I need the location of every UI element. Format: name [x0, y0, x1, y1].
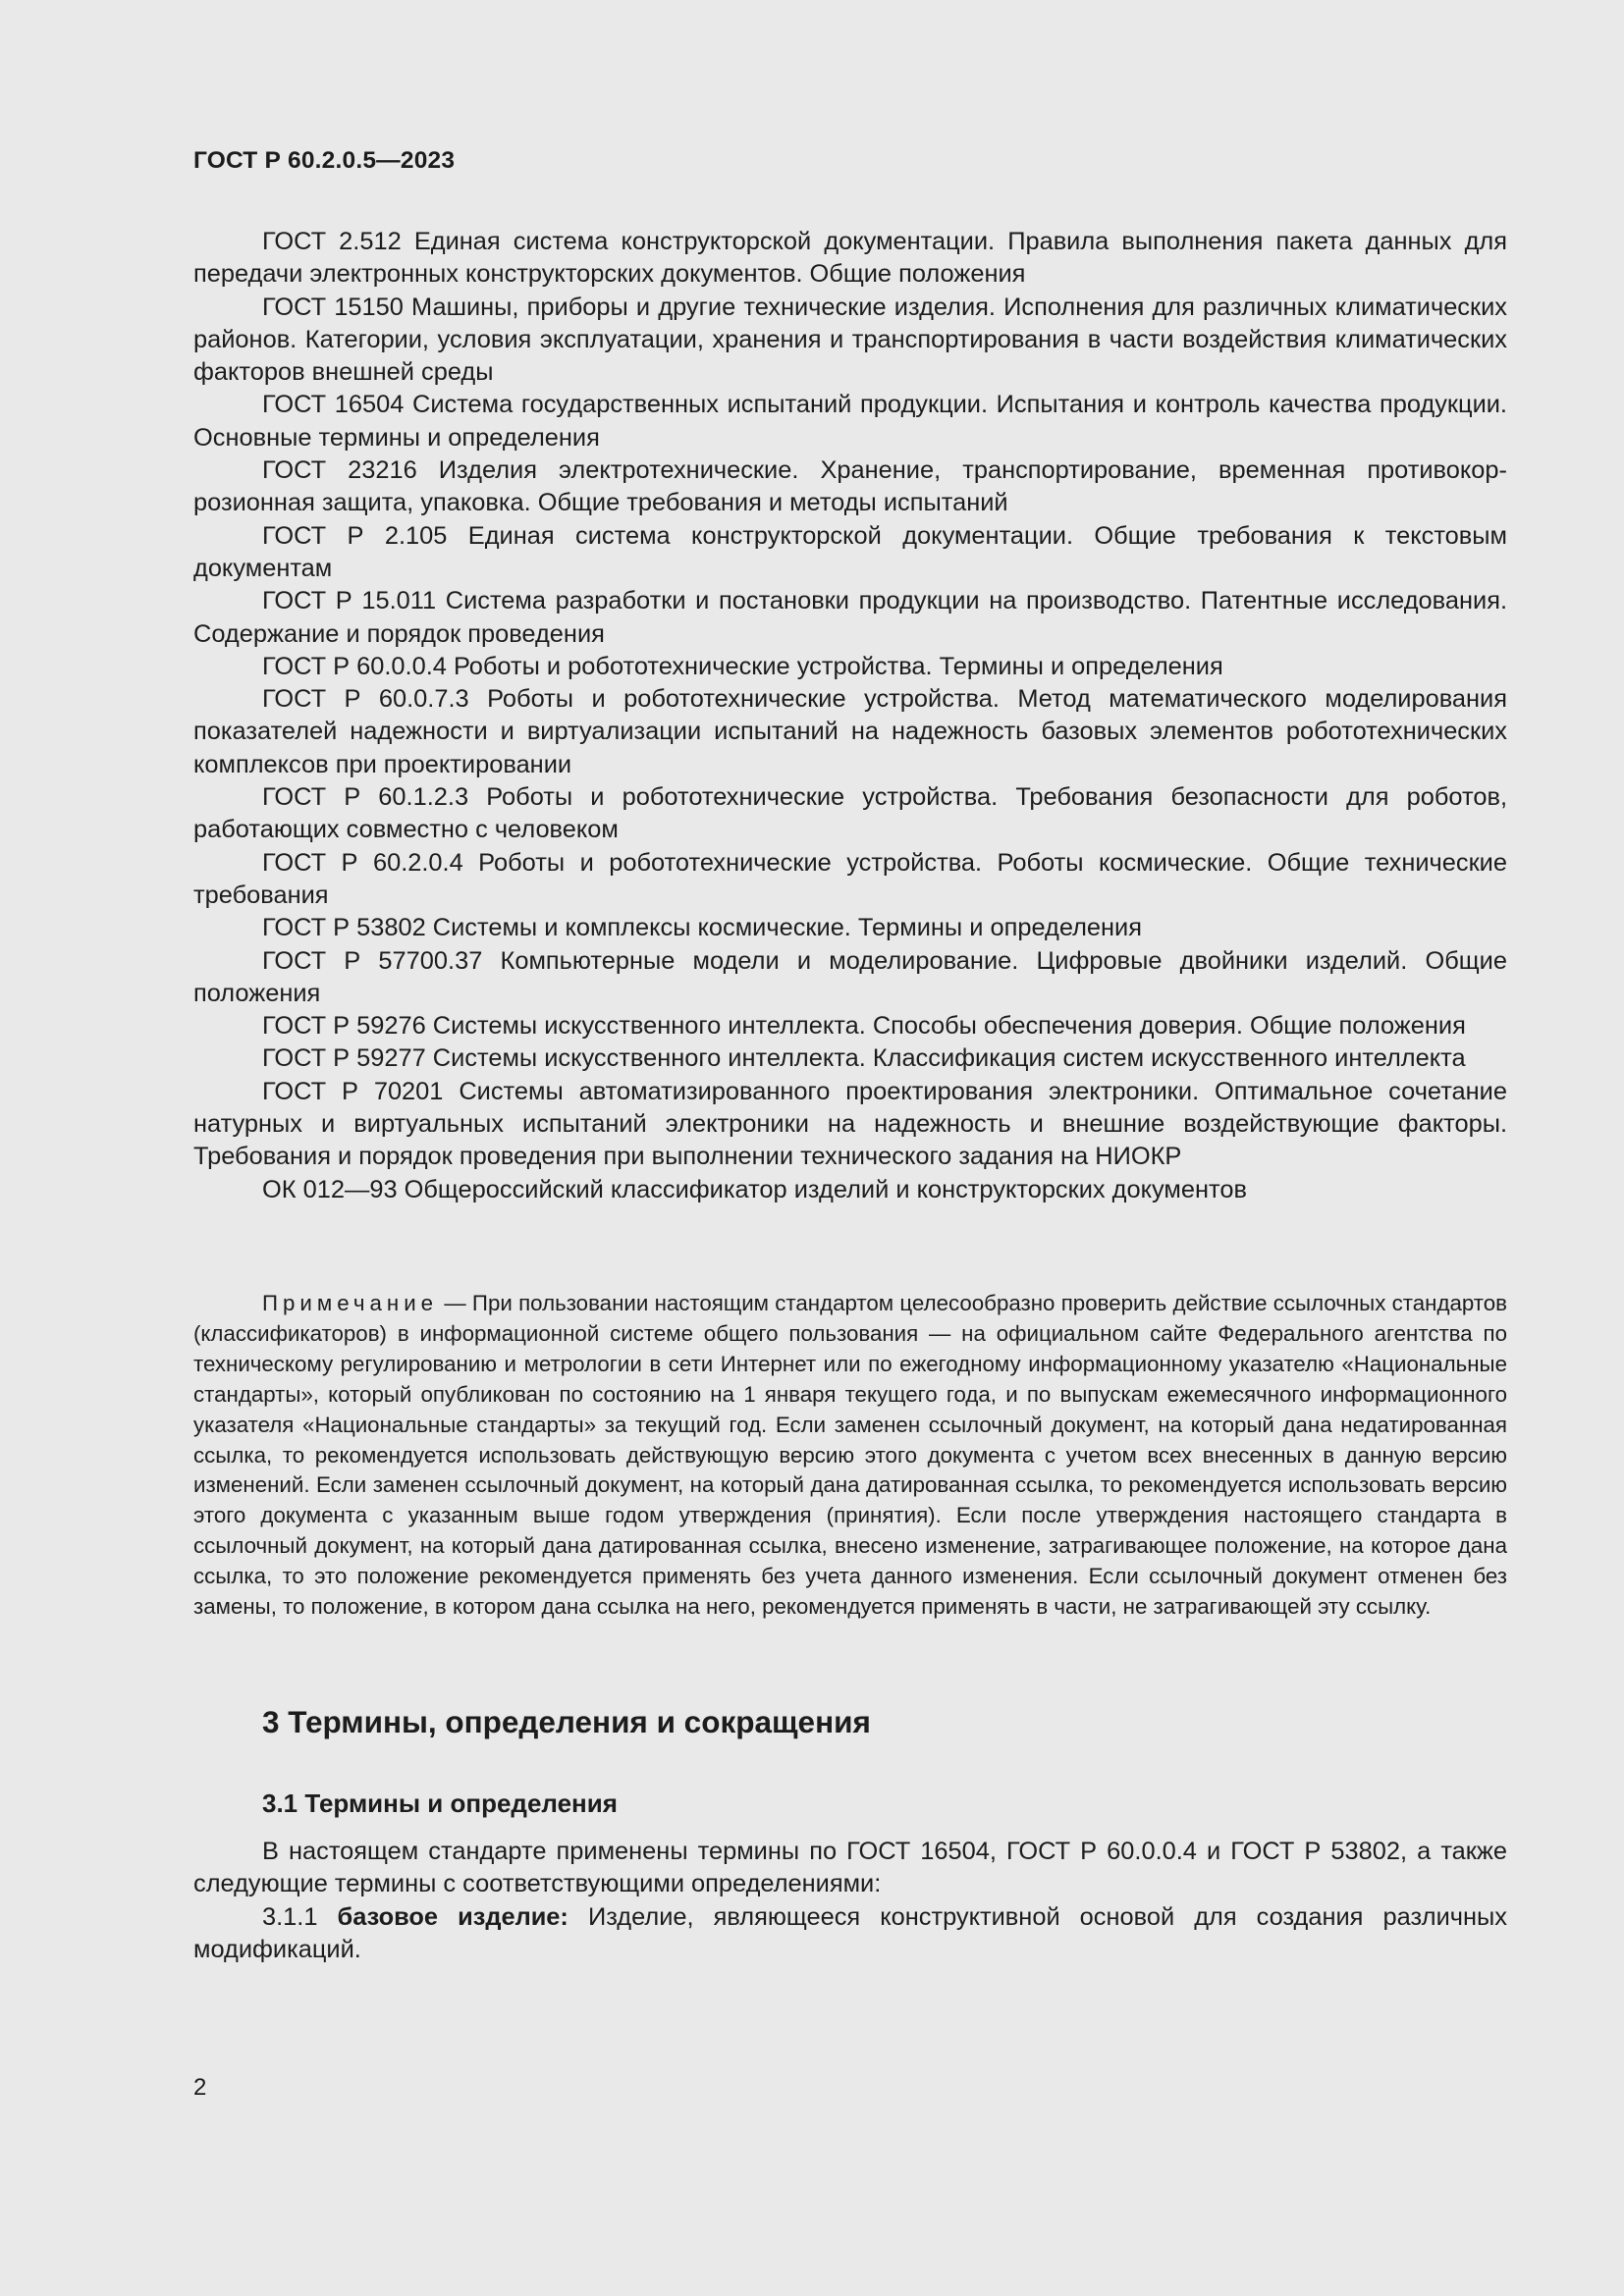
reference-item: ГОСТ Р 60.0.7.3 Роботы и робототехнические устройства. Метод математического моделирования показателей надежности и виртуализации испытаний на надежность базовых элементов робототехнических комплексов при проектировании: [193, 685, 1507, 778]
term-definition-3-1-1: [193, 1901, 1507, 1967]
reference-item: ГОСТ 2.512 Единая система конструкторской документации. Правила выполнения пакета данных для передачи электронных конструкторских документов. Общие положения: [193, 228, 1507, 289]
section-body: [193, 1836, 1507, 1966]
normative-references-list: [193, 226, 1507, 1206]
reference-item: ОК 012—93 Общероссийский классификатор изделий и конструкторских документов: [262, 1175, 1247, 1203]
references-note: [193, 1289, 1507, 1623]
reference-item: ГОСТ Р 15.011 Система разработки и постановки продукции на производство. Патентные исследования. Содержание и порядок проведения: [193, 587, 1507, 648]
page-number: 2: [193, 2074, 207, 2101]
reference-item: ГОСТ 15150 Машины, приборы и другие технические изделия. Исполнения для различных климатических районов. Категории, условия эксплуатации, хранения и транспортирования в части воздействия климатических факторов внешней среды: [193, 293, 1507, 387]
term-definition: Изделие, являющееся конструктивной основой для создания различных модификаций.: [193, 1902, 1507, 1963]
note-dash: —: [438, 1291, 472, 1315]
reference-item: ГОСТ Р 60.1.2.3 Роботы и робототехнические устройства. Требования безопасности для роботов, работающих совместно с человеком: [193, 783, 1507, 844]
reference-item: ГОСТ Р 2.105 Единая система конструкторской документации. Общие требования к текстовым документам: [193, 521, 1507, 582]
reference-item: ГОСТ 16504 Система государственных испытаний продукции. Испытания и контроль качества продукции. Основные термины и определения: [193, 391, 1507, 452]
note-text: При пользовании настоящим стандартом целесообразно проверить действие ссылочных стандартов (классификаторов) в информационной системе общего пользования — на официальном сайте Федерального агентства по техническому регулированию и метрологии в сети Интернет или по ежегодному информационному указателю «Национальные стандарты», который опубликован по состоянию на 1 января текущего года, и по выпускам ежемесячного информационного указателя «Национальные стандарты» за текущий год. Если заменен ссылочный документ, на который дана недатированная ссылка, то рекомендуется использовать действующую версию этого документа с учетом всех внесенных в данную версию изменений. Если заменен ссылочный документ, на который дана датированная ссылка, то рекомендуется использовать версию этого документа с указанным выше годом утверждения (принятия). Если после утверждения настоящего стандарта в ссылочный документ, на который дана датированная ссылка, внесено изменение, затрагивающее положение, на которое дана ссылка, то это положение рекомендуется применять без учета данного изменения. Если ссылочный документ отменен без замены, то положение, в котором дана ссылка на него, рекомендуется применять в части, не затрагивающей эту ссылку.: [193, 1291, 1507, 1620]
reference-item: ГОСТ Р 70201 Системы автоматизированного проектирования электроники. Оптимальное сочетание натурных и виртуальных испытаний электроники на надежность и внешние воздействующие факторы. Требования и порядок проведения при выполнении технического задания на НИОКР: [193, 1077, 1507, 1171]
subsection-title: 3.1 Термины и определения: [262, 1789, 618, 1818]
section-title: 3 Термины, определения и сокращения: [262, 1704, 871, 1739]
reference-item: ГОСТ Р 53802 Системы и комплексы космические. Термины и определения: [262, 914, 1142, 942]
term-name: базовое изделие:: [337, 1902, 568, 1931]
reference-item: ГОСТ Р 59277 Системы искусственного интеллекта. Классификация систем искусственного интеллекта: [262, 1044, 1466, 1073]
term-number: 3.1.1: [262, 1902, 338, 1931]
reference-item: ГОСТ 23216 Изделия электротехнические. Хранение, транспортирование, временная противокоррозионная защита, упаковка. Общие требования и методы испытаний: [193, 456, 1507, 517]
intro-paragraph: В настоящем стандарте применены термины по ГОСТ 16504, ГОСТ Р 60.0.0.4 и ГОСТ Р 53802, а также следующие термины с соответствующими определениями:: [193, 1838, 1507, 1898]
reference-item: ГОСТ Р 59276 Системы искусственного интеллекта. Способы обеспечения доверия. Общие положения: [262, 1012, 1466, 1041]
note-label: Примечание: [262, 1291, 439, 1315]
reference-item: ГОСТ Р 57700.37 Компьютерные модели и моделирование. Цифровые двойники изделий. Общие положения: [193, 946, 1507, 1007]
reference-item: ГОСТ Р 60.0.0.4 Роботы и робототехнические устройства. Термины и определения: [262, 652, 1223, 680]
reference-item: ГОСТ Р 60.2.0.4 Роботы и робототехнические устройства. Роботы космические. Общие технические требования: [193, 848, 1507, 909]
document-header-code: ГОСТ Р 60.2.0.5—2023: [193, 147, 456, 174]
